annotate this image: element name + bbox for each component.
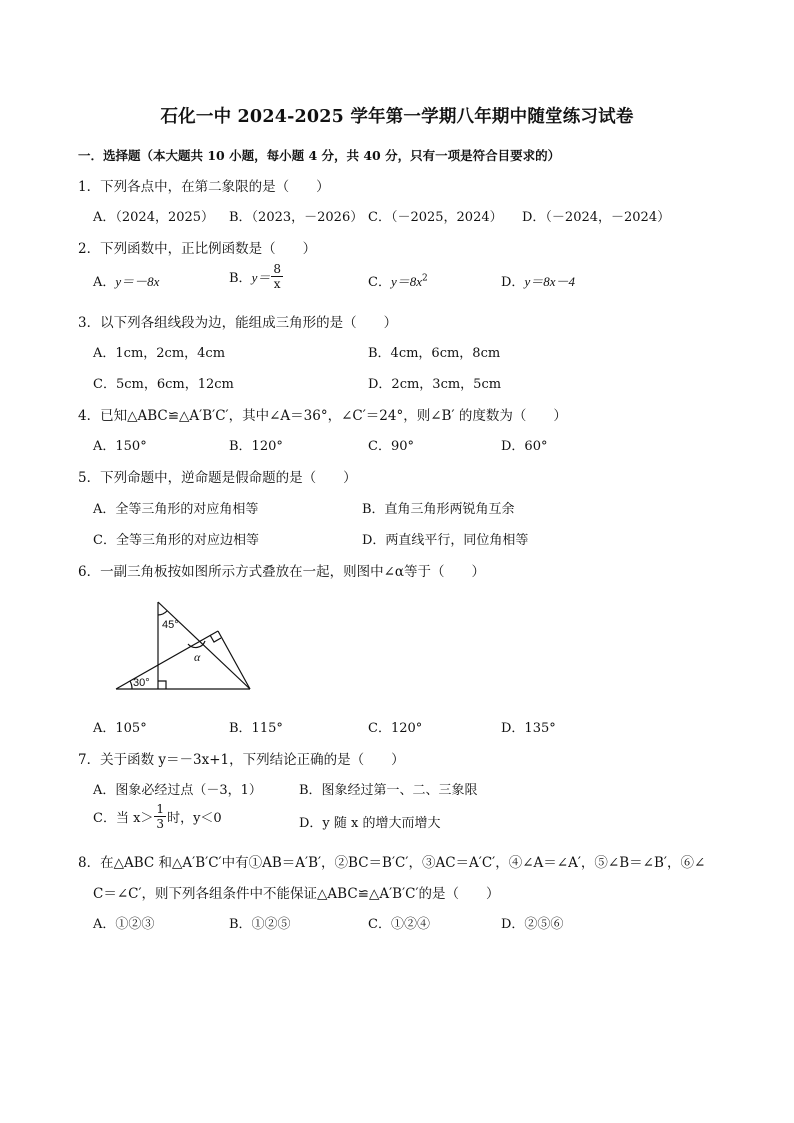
q2-option-d[interactable] bbox=[501, 271, 575, 290]
q2-option-a[interactable] bbox=[93, 271, 159, 290]
q1-option-a[interactable]: A．（2024，2025） bbox=[93, 210, 215, 225]
q8-option-a[interactable]: A．①②③ bbox=[93, 917, 155, 932]
q8-stem-line1: 8．在△ABC 和△A′B′C′中有①AB＝A′B′，②BC＝B′C′，③AC＝A′C′，④∠A＝∠A′，⑤∠B＝∠B′，⑥∠ bbox=[78, 855, 706, 871]
q2-option-b[interactable] bbox=[229, 263, 284, 290]
fig-arc-alpha bbox=[188, 641, 205, 648]
q8-option-d[interactable]: D．②⑤⑥ bbox=[501, 917, 564, 932]
q6-option-b[interactable]: B．115° bbox=[229, 721, 283, 736]
fig-label-alpha: α bbox=[194, 650, 201, 664]
q5-stem: 5．下列命题中，逆命题是假命题的是（ ） bbox=[78, 470, 357, 486]
q3-option-a[interactable]: A．1cm，2cm，4cm bbox=[93, 346, 226, 361]
q5-option-a[interactable]: A．全等三角形的对应角相等 bbox=[93, 502, 259, 517]
q4-option-a[interactable]: A．150° bbox=[93, 439, 147, 454]
q5-option-d[interactable]: D．两直线平行，同位角相等 bbox=[362, 533, 529, 548]
q6-option-d[interactable]: D．135° bbox=[501, 721, 556, 736]
q4-option-c[interactable]: C．90° bbox=[368, 439, 414, 454]
q1-option-d[interactable]: D．（－2024，－2024） bbox=[522, 210, 671, 225]
q2-option-c-label: C． bbox=[368, 275, 391, 290]
q3-option-c[interactable]: C．5cm，6cm，12cm bbox=[93, 377, 234, 392]
q2-option-b-denominator: x bbox=[273, 277, 281, 291]
q4-option-b[interactable]: B．120° bbox=[229, 439, 283, 454]
q2-option-b-fraction bbox=[271, 263, 283, 290]
fig-arc-30 bbox=[130, 681, 132, 689]
q6-stem: 6．一副三角板按如图所示方式叠放在一起，则图中∠α等于（ ） bbox=[78, 564, 486, 580]
q2-option-d-expr: y＝8x－4 bbox=[524, 274, 575, 289]
q7-option-a[interactable]: A．图象必经过点（－3，1） bbox=[93, 783, 262, 798]
section-heading: 一．选择题（本大题共 10 小题，每小题 4 分，共 40 分，只有一项是符合目要求的） bbox=[78, 148, 561, 163]
q6-option-c[interactable]: C．120° bbox=[368, 721, 423, 736]
q1-option-c[interactable]: C．（－2025，2024） bbox=[368, 210, 503, 225]
q2-option-b-y: y＝ bbox=[251, 270, 271, 285]
q7-option-c-denominator: 3 bbox=[156, 817, 165, 831]
q2-option-b-numerator: 8 bbox=[273, 262, 281, 276]
q8-stem-line2: C＝∠C′，则下列各组条件中不能保证△ABC≌△A′B′C′的是（ ） bbox=[93, 886, 500, 902]
q2-option-d-label: D． bbox=[501, 275, 525, 290]
q7-option-c-post: 时，y＜0 bbox=[167, 811, 222, 826]
q3-option-d[interactable]: D．2cm，3cm，5cm bbox=[368, 377, 502, 392]
q3-stem: 3．以下列各组线段为边，能组成三角形的是（ ） bbox=[78, 315, 398, 331]
fig-right-angle-top bbox=[210, 635, 221, 642]
q8-option-b[interactable]: B．①②⑤ bbox=[229, 917, 291, 932]
q5-option-b[interactable]: B．直角三角形两锐角互余 bbox=[362, 502, 515, 517]
q2-option-c[interactable] bbox=[368, 271, 428, 290]
fig-slant-line-45 bbox=[158, 602, 250, 689]
q4-stem: 4．已知△ABC≌△A′B′C′，其中∠A＝36°，∠C′＝24°，则∠B′ 的度数为（ ） bbox=[78, 408, 567, 424]
q8-option-c[interactable]: C．①②④ bbox=[368, 917, 430, 932]
q1-stem: 1．下列各点中，在第二象限的是（ ） bbox=[78, 179, 330, 195]
q2-option-a-expr: y＝－8x bbox=[115, 274, 160, 289]
q2-option-a-label: A． bbox=[93, 275, 116, 290]
q5-option-c[interactable]: C．全等三角形的对应边相等 bbox=[93, 533, 259, 548]
q2-option-c-exponent: 2 bbox=[422, 273, 428, 284]
q7-option-c-pre: C．当 x＞ bbox=[93, 811, 154, 826]
q7-option-c-numerator: 1 bbox=[156, 802, 165, 816]
q7-option-d[interactable]: D．y 随 x 的增大而增大 bbox=[299, 816, 441, 831]
fig-hypotenuse-30 bbox=[116, 631, 218, 689]
fig-short-leg bbox=[218, 631, 250, 689]
q2-option-b-label: B． bbox=[229, 271, 252, 286]
q4-option-d[interactable]: D．60° bbox=[501, 439, 548, 454]
q1-option-b[interactable]: B．（2023，－2026） bbox=[229, 210, 364, 225]
fig-right-angle-bottom bbox=[158, 681, 166, 689]
q3-option-b[interactable]: B．4cm，6cm，8cm bbox=[368, 346, 501, 361]
triangle-figure bbox=[110, 595, 260, 695]
q2-option-c-expr: y＝8x bbox=[390, 274, 422, 289]
fig-label-30: 30° bbox=[133, 677, 150, 689]
q7-option-c-fraction bbox=[154, 803, 166, 830]
fig-arc-45 bbox=[158, 611, 167, 615]
fig-label-45: 45° bbox=[162, 619, 179, 631]
q7-option-c[interactable] bbox=[93, 803, 222, 830]
q2-stem: 2．下列函数中，正比例函数是（ ） bbox=[78, 241, 317, 257]
q6-option-a[interactable]: A．105° bbox=[93, 721, 147, 736]
page-title: 石化一中 2024-2025 学年第一学期八年期中随堂练习试卷 bbox=[160, 107, 634, 127]
q7-option-b[interactable]: B．图象经过第一、二、三象限 bbox=[299, 783, 478, 798]
q7-stem: 7．关于函数 y＝－3x+1，下列结论正确的是（ ） bbox=[78, 752, 405, 768]
